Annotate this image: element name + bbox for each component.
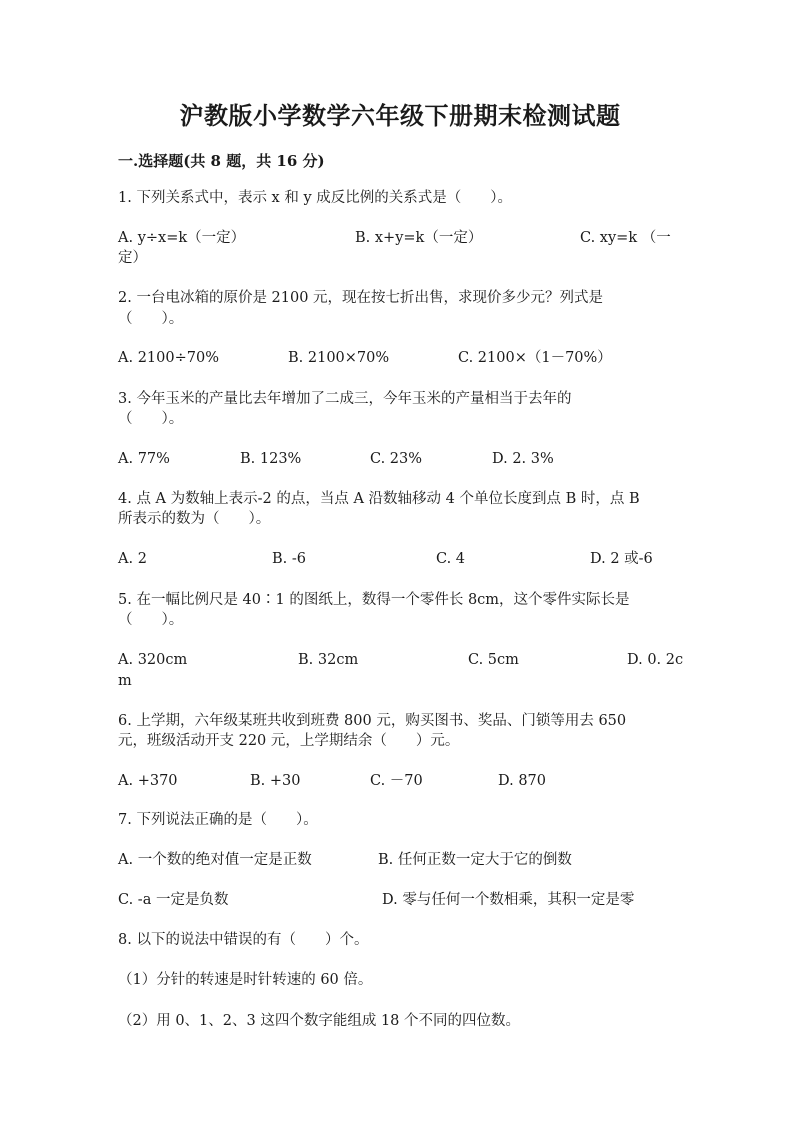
question-5-option-c[interactable]: C. 5cm: [468, 652, 519, 668]
statement-1: （1）分针的转速是时针转速的 60 倍。: [118, 972, 373, 988]
question-1-stem: 1. 下列关系式中，表示 x 和 y 成反比例的关系式是（ ）。: [118, 190, 512, 206]
question-2-stem: 2. 一台电冰箱的原价是 2100 元，现在按七折出售，求现价多少元？列式是: [118, 290, 604, 306]
question-4-stem: 4. 点 A 为数轴上表示-2 的点，当点 A 沿数轴移动 4 个单位长度到点 B 时，点 B: [118, 491, 640, 507]
section-heading: 一.选择题(共 8 题，共 16 分): [118, 152, 325, 170]
question-2-option-b[interactable]: B. 2100×70%: [288, 350, 390, 366]
question-8-stem: 8. 以下的说法中错误的有（ ）个。: [118, 932, 369, 948]
question-7-option-d[interactable]: D. 零与任何一个数相乘，其积一定是零: [382, 892, 635, 908]
question-5-option-a[interactable]: A. 320cm: [118, 652, 188, 668]
question-3-stem: 3. 今年玉米的产量比去年增加了二成三，今年玉米的产量相当于去年的: [118, 391, 572, 407]
statement-2: （2）用 0、1、2、3 这四个数字能组成 18 个不同的四位数。: [118, 1013, 521, 1029]
question-3-option-d[interactable]: D. 2. 3%: [492, 451, 554, 467]
question-1-option-c[interactable]: C. xy=k （一: [580, 230, 671, 246]
question-1-option-a[interactable]: A. y÷x=k（一定）: [118, 230, 246, 246]
question-5-option-d[interactable]: D. 0. 2c: [627, 652, 684, 668]
question-6-option-a[interactable]: A. +370: [118, 773, 178, 789]
question-7-option-c[interactable]: C. -a 一定是负数: [118, 892, 229, 908]
question-4-option-c[interactable]: C. 4: [436, 551, 466, 567]
question-3-stem-wrap: （ ）。: [118, 411, 184, 427]
question-4-option-a[interactable]: A. 2: [118, 551, 147, 567]
question-6-stem: 6. 上学期，六年级某班共收到班费 800 元，购买图书、奖品、门锁等用去 650: [118, 713, 627, 729]
question-7-option-b[interactable]: B. 任何正数一定大于它的倒数: [378, 852, 572, 868]
question-1-option-b[interactable]: B. x+y=k（一定）: [355, 230, 483, 246]
question-1-option-c-wrap: 定）: [118, 250, 147, 266]
question-3-option-a[interactable]: A. 77%: [118, 451, 170, 467]
question-5-option-d-wrap: m: [118, 673, 132, 689]
page-title: 沪教版小学数学六年级下册期末检测试题: [179, 101, 621, 130]
question-2-stem-wrap: （ ）。: [118, 311, 184, 327]
question-4-stem-wrap: 所表示的数为（ ）。: [118, 511, 271, 527]
question-6-option-d[interactable]: D. 870: [498, 773, 547, 789]
question-6-stem-wrap: 元，班级活动开支 220 元，上学期结余（ ）元。: [118, 733, 460, 749]
question-2-option-a[interactable]: A. 2100÷70%: [118, 350, 219, 366]
question-2-option-c[interactable]: C. 2100×（1－70%）: [458, 350, 612, 366]
question-4-option-b[interactable]: B. -6: [272, 551, 306, 567]
question-7-stem: 7. 下列说法正确的是（ ）。: [118, 812, 318, 828]
question-4-option-d[interactable]: D. 2 或-6: [590, 551, 653, 567]
question-6-option-b[interactable]: B. +30: [250, 773, 301, 789]
question-5-stem: 5. 在一幅比例尺是 40∶1 的图纸上，数得一个零件长 8cm，这个零件实际长是: [118, 592, 630, 608]
question-3-option-c[interactable]: C. 23%: [370, 451, 423, 467]
question-5-stem-wrap: （ ）。: [118, 612, 184, 628]
question-7-option-a[interactable]: A. 一个数的绝对值一定是正数: [118, 852, 312, 868]
question-3-option-b[interactable]: B. 123%: [240, 451, 302, 467]
question-6-option-c[interactable]: C. －70: [370, 773, 423, 789]
question-5-option-b[interactable]: B. 32cm: [298, 652, 359, 668]
